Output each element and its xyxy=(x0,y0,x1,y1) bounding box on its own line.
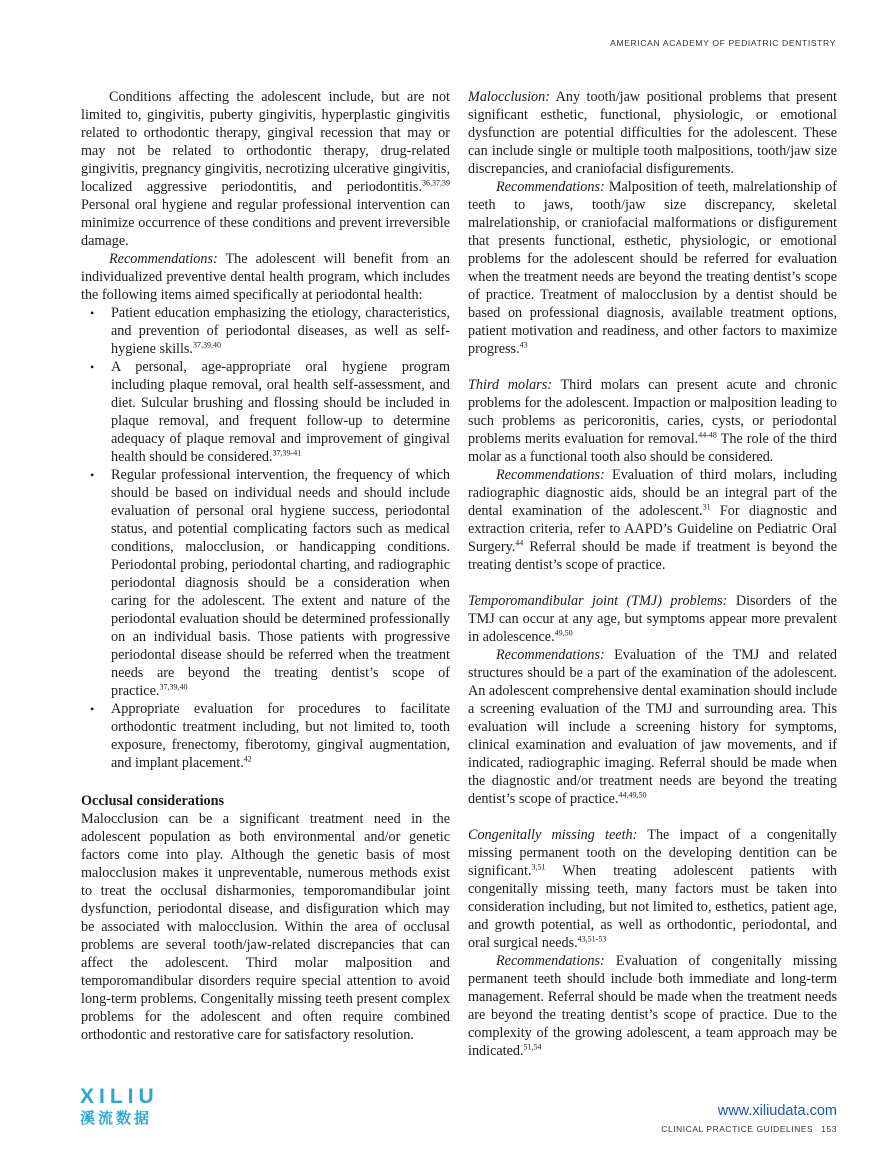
citation: 37,39,40 xyxy=(192,340,221,350)
third-molars-paragraph: Third molars: Third molars can present acute and chronic problems for the adolescent. Impaction or malposition leading to such problems as pericoronitis, caries, cysts, or periodontal problems merits evaluation for removal.$^{44-48}$ The role of the third molar as a functional tooth also should be considered. xyxy=(468,377,837,465)
periodontal-recommendations: Recommendations: The adolescent will benefit from an individualized preventive dental health program, which includes the following items aimed specifically at periodontal health: xyxy=(81,251,450,303)
page-number: 153 xyxy=(821,1124,837,1134)
tmj-paragraph: Temporomandibular joint (TMJ) problems: Disorders of the TMJ can occur at any age, but symptoms appear more prevalent in adolescence.$^{49,50}$ xyxy=(468,593,837,645)
list-item: • A personal, age-appropriate oral hygiene program including plaque removal, oral health self-assessment, and diet. Sulcular brushing and flossing should be included in plaque removal, and frequent follow-up to determine adequacy of plaque removal and improvement of gingival health should be considered.$^{37,39-41}$ xyxy=(90,359,450,465)
logo-wordmark: XILIU xyxy=(80,1085,159,1108)
citation: 43 xyxy=(519,340,528,350)
recommendations-label: Recommendations: xyxy=(496,179,605,195)
list-item: • Patient education emphasizing the etiology, characteristics, and prevention of periodontal diseases, as well as self-hygiene skills.$^{37,39,40}$ xyxy=(90,305,450,357)
list-item: • Regular professional intervention, the frequency of which should be based on individual needs and should include evaluation of personal oral hygiene success, periodontal status, and potential complicating factors such as medical conditions, malocclusion, or handicapping conditions. Periodontal probing, periodontal charting, and radiographic periodontal diagnosis should be a consideration when caring for the adolescent. The extent and nature of the periodontal evaluation should be determined professionally on an individual basis. Those patients with progressive periodontal disease should be referred when the treatment needs are beyond the treating dentist’s scope of practice.$^{37,39,40}$ xyxy=(90,467,450,699)
section-label: Congenitally missing teeth: xyxy=(468,827,638,843)
recommendations-label: Recommendations: xyxy=(496,953,605,969)
occlusal-paragraph: Malocclusion can be a significant treatment need in the adolescent population as both environmental and/or genetic factors come into play. Although the genetic basis of most malocclusion makes it unpreventable, numerous methods exist to treat the occlusal disharmonies, temporomandibular joint dysfunction, periodontal disease, and disfiguration which may be associated with malocclusion. Within the area of occlusal problems are several tooth/jaw-related discrepancies that can affect the adolescent. Third molar malposition and temporomandibular disorders require special attention to avoid long-term problems. Congenitally missing teeth present complex problems for the adolescent and often require combined orthodontic and restorative care for satisfactory resolution. xyxy=(81,811,450,1043)
citation: 43,51-53 xyxy=(577,934,607,944)
malocclusion-paragraph: Malocclusion: Any tooth/jaw positional problems that present significant esthetic, functional, physiologic, or emotional dysfunction are potential difficulties for the adolescent. These can include single or multiple tooth malpositions, tooth/jaw size discrepancies, and craniofacial disfigurements. xyxy=(468,89,837,177)
citation: 44,49,50 xyxy=(618,790,647,800)
citation: 37,39,40 xyxy=(159,682,188,692)
bullet-icon: • xyxy=(90,360,95,374)
recommendations-label: Recommendations: xyxy=(109,251,218,267)
running-foot-label: CLINICAL PRACTICE GUIDELINES xyxy=(661,1124,814,1134)
citation: 44 xyxy=(515,538,524,548)
malocclusion-recommendations: Recommendations: Malposition of teeth, malrelationship of teeth to jaws, tooth/jaw size discrepancy, skeletal malrelationship, or craniofacial malformations or disfigurement that presents functional, esthetic, physiologic, or emotional problems for the adolescent should be referred for evaluation when the treatment needs are beyond the treating dentist’s scope of practice. Treatment of malocclusion by a dentist should be based on professional diagnosis, available treatment options, patient motivation and readiness, and other factors to maximize progress.$^{43}$ xyxy=(468,179,837,357)
bullet-icon: • xyxy=(90,702,95,716)
citation: 37,39-41 xyxy=(272,448,302,458)
citation: 36,37,39 xyxy=(422,178,450,188)
conditions-paragraph: Conditions affecting the adolescent include, but are not limited to, gingivitis, puberty gingivitis, hyperplastic gingivitis related to orthodontic therapy, gingival recession that may or may not be related to orthodontic therapy, drug-related gingivitis, pregnancy gingivitis, necrotizing ulcerative gingivitis, localized aggressive periodontitis, and periodontitis.$^{36,37,39}$ Personal oral hygiene and regular professional intervention can minimize occurrence of these conditions and prevent irreversible damage. xyxy=(81,89,450,249)
watermark-logo xyxy=(80,1086,190,1134)
third-molars-recommendations: Recommendations: Evaluation of third molars, including radiographic diagnostic aids, should be an integral part of the dental examination of the adolescent.$^{31}$ For diagnostic and extraction criteria, refer to AAPD’s Guideline on Pediatric Oral Surgery.$^{44}$ Referral should be made if treatment is beyond the treating dentist’s scope of practice. xyxy=(468,467,837,573)
left-column xyxy=(81,88,450,1044)
bullet-icon: • xyxy=(90,306,95,320)
recommendations-label: Recommendations: xyxy=(496,647,605,663)
bullet-icon: • xyxy=(90,468,95,482)
missing-teeth-recommendations: Recommendations: Evaluation of congenitally missing permanent teeth should include both immediate and long-term management. Referral should be made when the treatment needs are beyond the treating dentist’s scope of practice. Due to the complexity of the growing adolescent, a team approach may be indicated.$^{51,54}$ xyxy=(468,953,837,1059)
running-head: AMERICAN ACADEMY OF PEDIATRIC DENTISTRY xyxy=(610,38,836,48)
citation: 3,51 xyxy=(531,862,546,872)
recommendations-label: Recommendations: xyxy=(496,467,605,483)
section-label: Temporomandibular joint (TMJ) problems: xyxy=(468,593,728,609)
running-foot xyxy=(661,1124,837,1134)
citation: 31 xyxy=(702,502,711,512)
citation: 51,54 xyxy=(523,1042,542,1052)
section-label: Third molars: xyxy=(468,377,552,393)
section-label: Malocclusion: xyxy=(468,89,550,105)
citation: 44-48 xyxy=(698,430,717,440)
missing-teeth-paragraph: Congenitally missing teeth: The impact of a congenitally missing permanent tooth on the developing dentition can be significant.$^{3,51}$ When treating adolescent patients with congenitally missing teeth, many factors must be taken into consideration including, but not limited to, esthetics, patient age, and growth potential, as well as orthodontic, periodontal, and oral surgical needs.$^{43,51-53}$ xyxy=(468,827,838,951)
website-link[interactable]: www.xiliudata.com xyxy=(717,1103,837,1119)
right-column xyxy=(468,88,837,1060)
recommendation-list xyxy=(81,304,450,772)
citation: 49,50 xyxy=(554,628,573,638)
citation: 42 xyxy=(243,754,252,764)
list-item: • Appropriate evaluation for procedures to facilitate orthodontic treatment including, but not limited to, tooth exposure, frenectomy, fiberotomy, gingival augmentation, and implant placement.$^{42}$ xyxy=(90,701,450,771)
occlusal-heading: Occlusal considerations xyxy=(81,793,225,809)
tmj-recommendations: Recommendations: Evaluation of the TMJ and related structures should be a part of the examination of the adolescent. An adolescent comprehensive dental examination should include a screening evaluation of the TMJ and surrounding area. This evaluation will include a screening history for symptoms, clinical examination and evaluation of jaw movements, and if indicated, radiographic imaging. Referral should be made when the diagnostic and/or treatment needs are beyond the treating dentist’s scope of practice.$^{44,49,50}$ xyxy=(468,647,837,807)
logo-chinese-text: 溪流数据 xyxy=(80,1109,153,1127)
